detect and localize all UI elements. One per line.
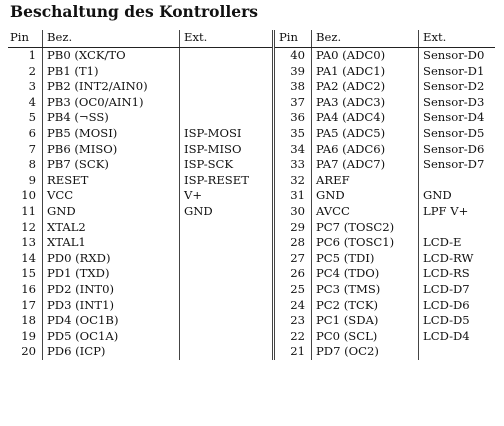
external-connection-right: LPF V+	[423, 203, 469, 218]
external-connection-left	[180, 266, 274, 282]
pin-name-right: PC0 (SCL)	[312, 329, 419, 345]
pin-name-left: PD0 (RXD)	[43, 251, 180, 267]
table-body	[8, 48, 495, 360]
external-connection-left	[180, 79, 274, 95]
external-connection-right: Sensor-D1	[423, 63, 485, 78]
external-connection-left	[180, 220, 274, 236]
pin-name-left: PB6 (MISO)	[43, 142, 180, 158]
external-connection-right: LCD-D7	[423, 281, 470, 296]
header-pin-right: Pin	[274, 30, 312, 48]
pin-name-left: VCC	[43, 188, 180, 204]
pin-number-left: 10	[8, 188, 43, 204]
pin-number-right: 38	[274, 79, 312, 95]
table-row	[8, 204, 495, 220]
pin-name-left: PD5 (OC1A)	[43, 329, 180, 345]
external-connection-left: ISP-MOSI	[180, 126, 274, 142]
table-row	[8, 64, 495, 80]
table-row	[8, 298, 495, 314]
external-connection-right: LCD-RW	[423, 250, 474, 265]
pin-number-left: 14	[8, 251, 43, 267]
external-connection-right: Sensor-D7	[423, 157, 485, 172]
pin-name-left: PB0 (XCK/TO	[43, 48, 180, 64]
pin-name-left: PD6 (ICP)	[43, 344, 180, 360]
pin-name-left: PB7 (SCK)	[43, 157, 180, 173]
pin-name-left: PD3 (INT1)	[43, 298, 180, 314]
external-connection-right: Sensor-D0	[423, 48, 485, 62]
pin-number-left: 4	[8, 95, 43, 111]
pin-name-left: XTAL1	[43, 235, 180, 251]
pin-name-right: AVCC	[312, 204, 419, 220]
external-connection-left: GND	[180, 204, 274, 220]
pin-number-left: 9	[8, 173, 43, 189]
external-connection-right: Sensor-D5	[423, 125, 485, 140]
pin-name-right: PC2 (TCK)	[312, 298, 419, 314]
table-row	[8, 235, 495, 251]
table-row	[8, 188, 495, 204]
pin-name-left: PB3 (OC0/AIN1)	[43, 95, 180, 111]
table-row	[8, 126, 495, 142]
pin-number-right: 30	[274, 204, 312, 220]
pin-name-right: PC6 (TOSC1)	[312, 235, 419, 251]
pin-number-left: 3	[8, 79, 43, 95]
external-connection-right: Sensor-D4	[423, 110, 485, 125]
pin-number-left: 7	[8, 142, 43, 158]
pin-number-right: 21	[274, 344, 312, 360]
external-connection-left: ISP-RESET	[180, 173, 274, 189]
pin-name-left: PB1 (T1)	[43, 64, 180, 80]
external-connection-left	[180, 282, 274, 298]
external-connection-left	[180, 235, 274, 251]
external-connection-left	[180, 251, 274, 267]
table-row	[8, 157, 495, 173]
external-connection-right: LCD-E	[423, 235, 462, 250]
pin-number-right: 32	[274, 173, 312, 189]
pin-name-right: GND	[312, 188, 419, 204]
pin-number-right: 22	[274, 329, 312, 345]
pin-number-left: 11	[8, 204, 43, 220]
pin-name-left: PD4 (OC1B)	[43, 313, 180, 329]
pin-number-right: 27	[274, 251, 312, 267]
table-row	[8, 110, 495, 126]
pin-number-left: 2	[8, 64, 43, 80]
pin-number-right: 26	[274, 266, 312, 282]
external-connection-left	[180, 329, 274, 345]
header-ext-right: Ext.	[419, 30, 496, 48]
pin-name-right: PA0 (ADC0)	[312, 48, 419, 64]
external-connection-right: LCD-D4	[423, 328, 470, 343]
pin-number-right: 35	[274, 126, 312, 142]
pin-number-right: 37	[274, 95, 312, 111]
pin-number-left: 19	[8, 329, 43, 345]
pin-name-right: AREF	[312, 173, 419, 189]
pin-name-right: PC1 (SDA)	[312, 313, 419, 329]
pin-number-left: 8	[8, 157, 43, 173]
pin-name-right: PC4 (TDO)	[312, 266, 419, 282]
pin-number-left: 13	[8, 235, 43, 251]
table-row	[8, 344, 495, 360]
external-connection-left	[180, 110, 274, 126]
pin-number-left: 18	[8, 313, 43, 329]
table-row	[8, 266, 495, 282]
pin-number-left: 17	[8, 298, 43, 314]
external-connection-right: Sensor-D3	[423, 94, 485, 109]
pin-name-left: PD1 (TXD)	[43, 266, 180, 282]
pin-name-right: PC5 (TDI)	[312, 251, 419, 267]
table-row	[8, 251, 495, 267]
external-connection-left: V+	[180, 188, 274, 204]
header-ext-left: Ext.	[180, 30, 274, 48]
header-pin-left: Pin	[8, 30, 43, 48]
table-row	[8, 173, 495, 189]
pin-name-right: PA2 (ADC2)	[312, 79, 419, 95]
pin-name-left: GND	[43, 204, 180, 220]
pin-name-left: PB2 (INT2/AIN0)	[43, 79, 180, 95]
pin-number-left: 16	[8, 282, 43, 298]
pin-name-right: PA6 (ADC6)	[312, 142, 419, 158]
external-connection-right: LCD-D6	[423, 297, 470, 312]
pin-number-left: 12	[8, 220, 43, 236]
pin-number-right: 23	[274, 313, 312, 329]
header-bez-right: Bez.	[312, 30, 419, 48]
header-bez-left: Bez.	[43, 30, 180, 48]
pin-name-left: XTAL2	[43, 220, 180, 236]
pin-name-right: PA7 (ADC7)	[312, 157, 419, 173]
pin-number-right: 39	[274, 64, 312, 80]
pin-number-right: 28	[274, 235, 312, 251]
pin-number-left: 1	[8, 48, 43, 64]
pin-name-left: PB5 (MOSI)	[43, 126, 180, 142]
pin-number-right: 33	[274, 157, 312, 173]
table-row	[8, 220, 495, 236]
pin-name-left: PB4 (¬SS)	[43, 110, 180, 126]
external-connection-right: LCD-RS	[423, 266, 470, 281]
external-connection-right	[419, 173, 496, 189]
external-connection-right	[419, 220, 496, 236]
section-title: Beschaltung des Kontrollers	[10, 2, 259, 21]
external-connection-right	[419, 344, 496, 360]
external-connection-right: LCD-D5	[423, 313, 470, 328]
pin-name-right: PA5 (ADC5)	[312, 126, 419, 142]
table-row	[8, 95, 495, 111]
pin-number-right: 36	[274, 110, 312, 126]
external-connection-left	[180, 298, 274, 314]
external-connection-right: Sensor-D2	[423, 79, 485, 94]
pin-name-left: RESET	[43, 173, 180, 189]
pin-name-right: PA1 (ADC1)	[312, 64, 419, 80]
table-row	[8, 79, 495, 95]
table-row	[8, 313, 495, 329]
pin-number-right: 31	[274, 188, 312, 204]
pin-name-right: PD7 (OC2)	[312, 344, 419, 360]
pin-number-right: 34	[274, 142, 312, 158]
pin-name-right: PA4 (ADC4)	[312, 110, 419, 126]
pin-name-right: PC3 (TMS)	[312, 282, 419, 298]
pin-number-right: 25	[274, 282, 312, 298]
external-connection-right: Sensor-D6	[423, 141, 485, 156]
external-connection-left	[180, 95, 274, 111]
external-connection-left	[180, 64, 274, 80]
pin-number-right: 40	[274, 48, 312, 64]
pin-number-right: 29	[274, 220, 312, 236]
table-row	[8, 142, 495, 158]
pin-name-right: PA3 (ADC3)	[312, 95, 419, 111]
table-header-row	[8, 30, 495, 48]
external-connection-left	[180, 344, 274, 360]
table-row	[8, 329, 495, 345]
table-row	[8, 48, 495, 64]
external-connection-left: ISP-SCK	[180, 157, 274, 173]
pin-number-left: 6	[8, 126, 43, 142]
pin-assignment-table	[8, 30, 495, 360]
pin-name-right: PC7 (TOSC2)	[312, 220, 419, 236]
external-connection-left: ISP-MISO	[180, 142, 274, 158]
external-connection-left	[180, 313, 274, 329]
pin-number-right: 24	[274, 298, 312, 314]
external-connection-left	[180, 48, 274, 64]
external-connection-right: GND	[423, 188, 452, 203]
pin-number-left: 20	[8, 344, 43, 360]
pin-name-left: PD2 (INT0)	[43, 282, 180, 298]
pin-number-left: 15	[8, 266, 43, 282]
pin-number-left: 5	[8, 110, 43, 126]
table-row	[8, 282, 495, 298]
